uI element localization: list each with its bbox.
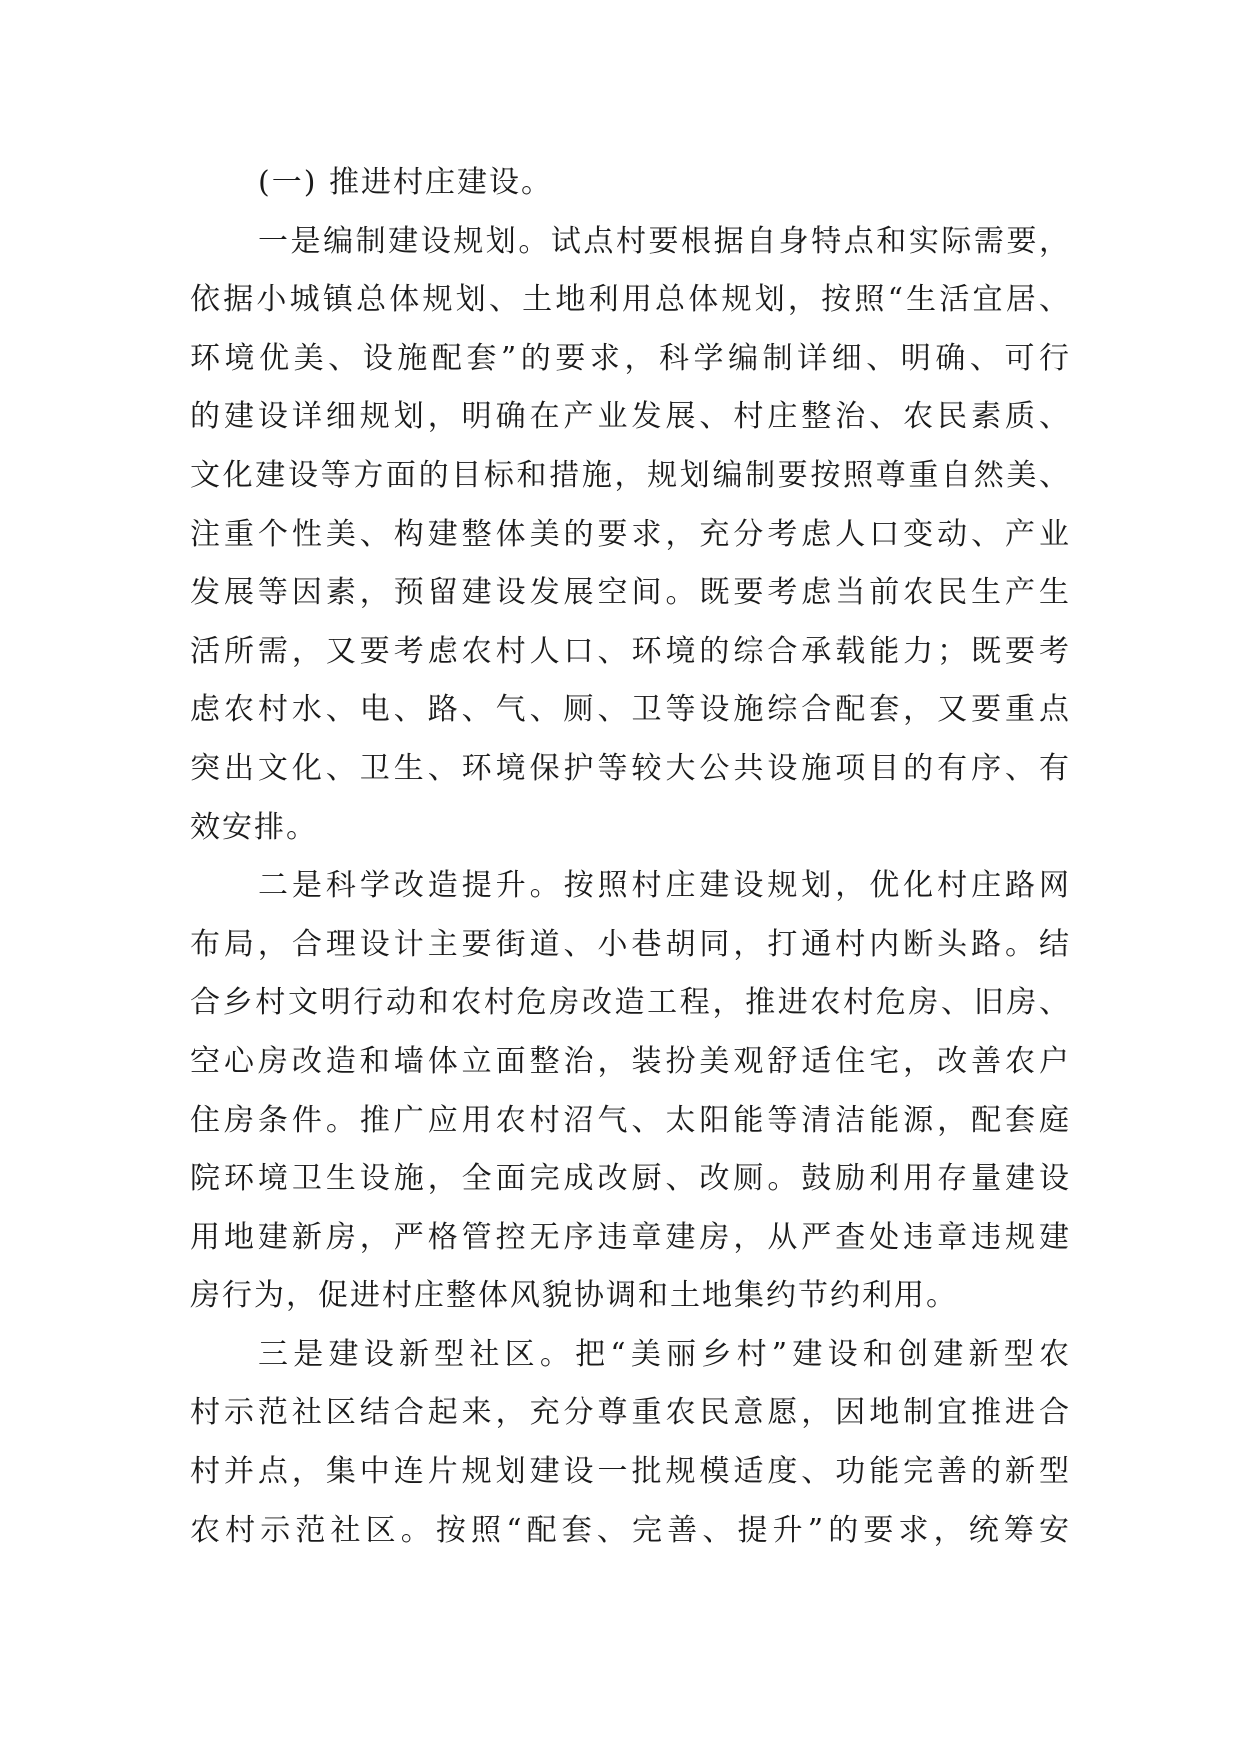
paragraph-line: 发展等因素，预留建设发展空间。既要考虑当前农民生产生 xyxy=(190,575,1070,611)
paragraph-line: 活所需，又要考虑农村人口、环境的综合承载能力；既要考 xyxy=(190,633,1070,669)
paragraph-line: 三是建设新型社区。把“美丽乡村”建设和创建新型农 xyxy=(258,1336,1070,1372)
paragraph-line: 虑农村水、电、路、气、厕、卫等设施综合配套，又要重点 xyxy=(190,692,1070,728)
paragraph-line: 效安排。 xyxy=(190,809,318,845)
paragraph-line: 一是编制建设规划。试点村要根据自身特点和实际需要， xyxy=(258,223,1070,259)
paragraph-line: 突出文化、卫生、环境保护等较大公共设施项目的有序、有 xyxy=(190,750,1070,786)
paragraph-line: 院环境卫生设施，全面完成改厨、改厕。鼓励利用存量建设 xyxy=(190,1161,1070,1197)
paragraph-line: 用地建新房，严格管控无序违章建房，从严查处违章违规建 xyxy=(190,1219,1070,1255)
paragraph-line: 注重个性美、构建整体美的要求，充分考虑人口变动、产业 xyxy=(190,516,1070,552)
paragraph-line: 房行为，促进村庄整体风貌协调和土地集约节约利用。 xyxy=(190,1278,958,1314)
paragraph-line: 布局，合理设计主要街道、小巷胡同，打通村内断头路。结 xyxy=(190,926,1070,962)
paragraph-line: 环境优美、设施配套”的要求，科学编制详细、明确、可行 xyxy=(190,340,1070,376)
paragraph-line: 农村示范社区。按照“配套、完善、提升”的要求，统筹安 xyxy=(190,1512,1070,1548)
paragraph-line: 文化建设等方面的目标和措施，规划编制要按照尊重自然美、 xyxy=(190,457,1070,493)
document-body xyxy=(190,154,1070,1560)
paragraph-line: 二是科学改造提升。按照村庄建设规划，优化村庄路网 xyxy=(258,868,1070,904)
section-heading: (一) 推进村庄建设。 xyxy=(258,165,553,200)
paragraph-line: 依据小城镇总体规划、土地利用总体规划，按照“生活宜居、 xyxy=(190,282,1070,318)
paragraph-line: 住房条件。推广应用农村沼气、太阳能等清洁能源，配套庭 xyxy=(190,1102,1070,1138)
paragraph-line: 空心房改造和墙体立面整治，装扮美观舒适住宅，改善农户 xyxy=(190,1043,1070,1079)
paragraph-line: 村示范社区结合起来，充分尊重农民意愿，因地制宜推进合 xyxy=(190,1395,1070,1431)
paragraph-line: 村并点，集中连片规划建设一批规模适度、功能完善的新型 xyxy=(190,1454,1070,1490)
paragraph-line: 合乡村文明行动和农村危房改造工程，推进农村危房、旧房、 xyxy=(190,985,1070,1021)
paragraph-line: 的建设详细规划，明确在产业发展、村庄整治、农民素质、 xyxy=(190,399,1070,435)
